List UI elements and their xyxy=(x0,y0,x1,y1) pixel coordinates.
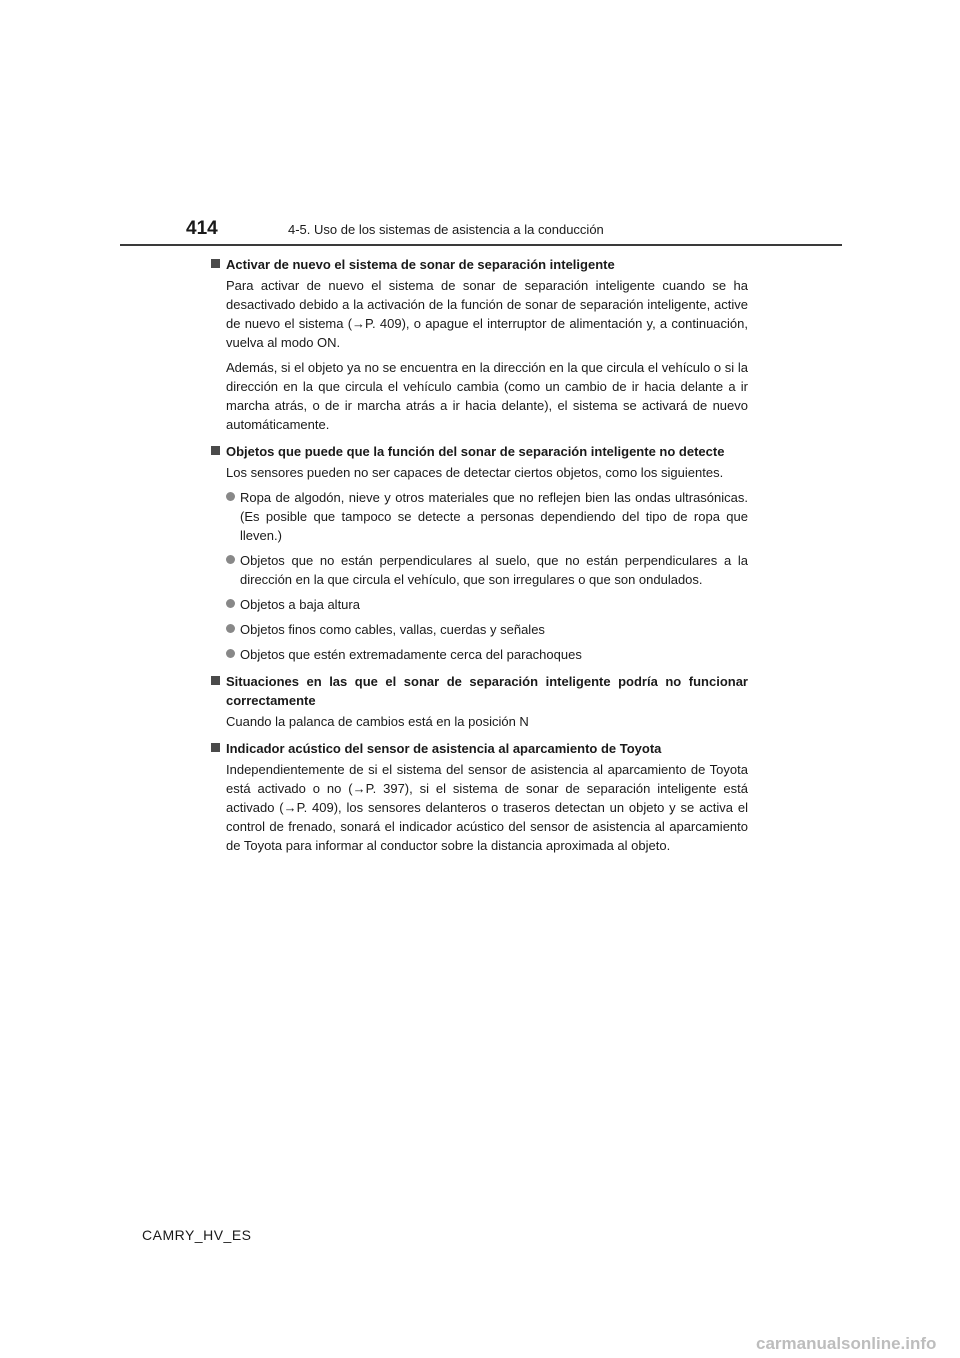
square-bullet-icon xyxy=(211,446,220,455)
circle-bullet-icon xyxy=(226,555,235,564)
section-undetected-objects xyxy=(211,442,748,664)
square-bullet-icon xyxy=(211,743,220,752)
square-bullet-icon xyxy=(211,259,220,268)
circle-bullet-icon xyxy=(226,599,235,608)
section-heading: Situaciones en las que el sonar de separación inteligente podría no funcionar correctamente xyxy=(211,672,748,710)
watermark: carmanualsonline.info xyxy=(756,1334,937,1353)
list-item: Objetos que no están perpendiculares al suelo, que no están perpendiculares a la dirección en la que circula el vehículo, que son irregulares o que son ondulados. xyxy=(226,551,748,589)
circle-bullet-icon xyxy=(226,649,235,658)
circle-bullet-icon xyxy=(226,492,235,501)
section-title: 4-5. Uso de los sistemas de asistencia a la conducción xyxy=(288,222,604,237)
list-item: Ropa de algodón, nieve y otros materiales que no reflejen bien las ondas ultrasónicas. (Es posible que tampoco se detecte a personas dependiendo del tipo de ropa que lleven.) xyxy=(226,488,748,545)
list-item: Objetos que estén extremadamente cerca del parachoques xyxy=(226,645,748,664)
section-heading: Indicador acústico del sensor de asistencia al aparcamiento de Toyota xyxy=(211,739,748,758)
paragraph: Independientemente de si el sistema del sensor de asistencia al aparcamiento de Toyota está activado o no (→P. 397), si el sistema de sonar de separación inteligente está activado (→P. 409), los sensores delanteros o traseros detectan un objeto y se activa el control de frenado, sonará el indicador acústico del sensor de asistencia al aparcamiento de Toyota para informar al conductor sobre la distancia aproximada al objeto. xyxy=(226,762,748,853)
circle-bullet-icon xyxy=(226,624,235,633)
paragraph: Cuando la palanca de cambios está en la posición N xyxy=(226,714,529,729)
section-reactivate xyxy=(211,255,748,434)
square-bullet-icon xyxy=(211,676,220,685)
list-item: Objetos finos como cables, vallas, cuerdas y señales xyxy=(226,620,748,639)
manual-content xyxy=(211,255,748,863)
paragraph: Para activar de nuevo el sistema de sonar de separación inteligente cuando se ha desactivado debido a la activación de la función de sonar de separación inteligente, active de nuevo el sistema (→P. 409), o apague el interruptor de alimentación y, a continuación, vuelva al modo ON. xyxy=(226,278,748,350)
list-item: Objetos a baja altura xyxy=(226,595,748,614)
section-heading: Objetos que puede que la función del sonar de separación inteligente no detecte xyxy=(211,442,748,461)
page-number: 414 xyxy=(186,218,218,239)
section-malfunction-situations xyxy=(211,672,748,731)
section-heading: Activar de nuevo el sistema de sonar de separación inteligente xyxy=(211,255,748,274)
paragraph: Los sensores pueden no ser capaces de detectar ciertos objetos, como los siguientes. xyxy=(226,465,724,480)
header-divider xyxy=(120,244,842,246)
section-buzzer xyxy=(211,739,748,855)
model-code-footer: CAMRY_HV_ES xyxy=(142,1227,252,1243)
paragraph: Además, si el objeto ya no se encuentra en la dirección en la que circula el vehículo o si la dirección en la que circula el vehículo cambia (como un cambio de ir hacia delante a ir marcha atrás, o de ir marcha atrás a ir hacia delante), el sistema se activará de nuevo automáticamente. xyxy=(226,360,748,432)
